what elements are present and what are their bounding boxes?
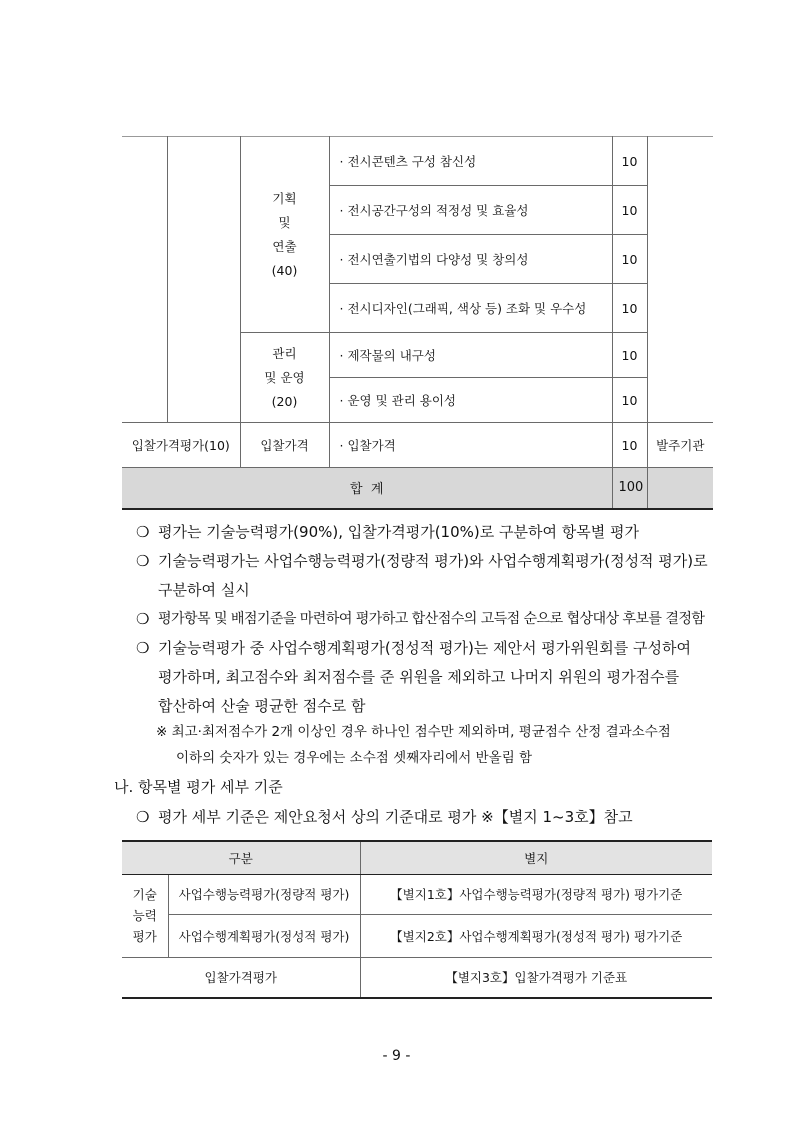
tech-group-cell: 기술 능력 평가: [122, 874, 168, 957]
item-label: · 전시디자인(그래픽, 색상 등) 조화 및 우수성: [329, 284, 612, 333]
bid-group-cell: 입찰가격평가(10): [122, 423, 240, 468]
group-cell-blank: [122, 137, 167, 423]
category-management: 관리 및 운영 (20): [240, 333, 329, 423]
total-label: 합 계: [122, 468, 612, 509]
table-header-row: [122, 841, 712, 874]
reference-note-line: 이하의 숫자가 있는 경우에는 소수점 셋째자리에서 반올림 함: [176, 750, 533, 766]
evaluator-cell: 발주기관: [647, 423, 713, 468]
bullet-icon: ❍: [136, 610, 150, 628]
column-header: 구분: [122, 841, 360, 874]
bullet-line: 구분하여 실시: [158, 581, 250, 599]
bullet-icon: ❍: [136, 523, 150, 541]
item-score: 10: [612, 235, 647, 284]
bullet-line: 기술능력평가는 사업수행능력평가(정량적 평가)와 사업수행계획평가(정성적 평가)로: [158, 552, 708, 570]
annex-table: [122, 840, 712, 999]
bullet-icon: ❍: [136, 552, 150, 570]
column-header: 별지: [360, 841, 712, 874]
item-label: · 전시공간구성의 적정성 및 효율성: [329, 186, 612, 235]
evaluation-table: [122, 136, 713, 510]
item-score: 10: [612, 284, 647, 333]
bullet-line: 합산하여 산술 평균한 점수로 함: [158, 697, 366, 715]
category-planning: 기획 및 연출 (40): [240, 137, 329, 333]
item-label: · 전시연출기법의 다양성 및 창의성: [329, 235, 612, 284]
reference-note-line: ※ 최고·최저점수가 2개 이상인 경우 하나인 점수만 제외하며, 평균점수 산정 결과소수점: [156, 724, 671, 740]
bid-category-cell: 입찰가격: [240, 423, 329, 468]
bullet-line: 평가 세부 기준은 제안요청서 상의 기준대로 평가 ※【별지 1~3호】참고: [158, 808, 633, 826]
item-label: · 운영 및 관리 용이성: [329, 378, 612, 423]
item-score: 10: [612, 333, 647, 378]
table-row: [122, 423, 713, 468]
table-row: [122, 914, 712, 957]
bullet-line: 평가항목 및 배점기준을 마련하여 평가하고 합산점수의 고득점 순으로 협상대상 후보를 결정함: [158, 611, 705, 627]
annex-cell: 【별지2호】사업수행계획평가(정성적 평가) 평가기준: [360, 914, 712, 957]
total-row: [122, 468, 713, 509]
item-label: · 제작물의 내구성: [329, 333, 612, 378]
bullet-line: 평가는 기술능력평가(90%), 입찰가격평가(10%)로 구분하여 항목별 평가: [158, 523, 639, 541]
total-blank: [647, 468, 713, 509]
item-label: · 입찰가격: [329, 423, 612, 468]
bullet-line: 평가하며, 최고점수와 최저점수를 준 위원을 제외하고 나머지 위원의 평가점수를: [158, 668, 680, 686]
evaluation-name-cell: 입찰가격평가: [122, 957, 360, 998]
annex-cell: 【별지3호】입찰가격평가 기준표: [360, 957, 712, 998]
bullet-icon: ❍: [136, 639, 150, 657]
item-label: · 전시콘텐츠 구성 참신성: [329, 137, 612, 186]
item-score: 10: [612, 186, 647, 235]
table-row: [122, 874, 712, 914]
item-score: 10: [612, 378, 647, 423]
total-score: 100: [612, 468, 647, 509]
annex-cell: 【별지1호】사업수행능력평가(정량적 평가) 평가기준: [360, 874, 712, 914]
page-number: - 9 -: [382, 1048, 411, 1064]
item-score: 10: [612, 423, 647, 468]
table-row: [122, 957, 712, 998]
evaluation-name-cell: 사업수행계획평가(정성적 평가): [168, 914, 360, 957]
table-row: [122, 137, 713, 186]
evaluation-name-cell: 사업수행능력평가(정량적 평가): [168, 874, 360, 914]
evaluator-cell-blank: [647, 137, 713, 423]
bullet-line: 기술능력평가 중 사업수행계획평가(정성적 평가)는 제안서 평가위원회를 구성하여: [158, 639, 691, 657]
subgroup-cell-blank: [167, 137, 240, 423]
item-score: 10: [612, 137, 647, 186]
bullet-icon: ❍: [136, 808, 150, 826]
section-heading: 나. 항목별 평가 세부 기준: [114, 778, 283, 796]
